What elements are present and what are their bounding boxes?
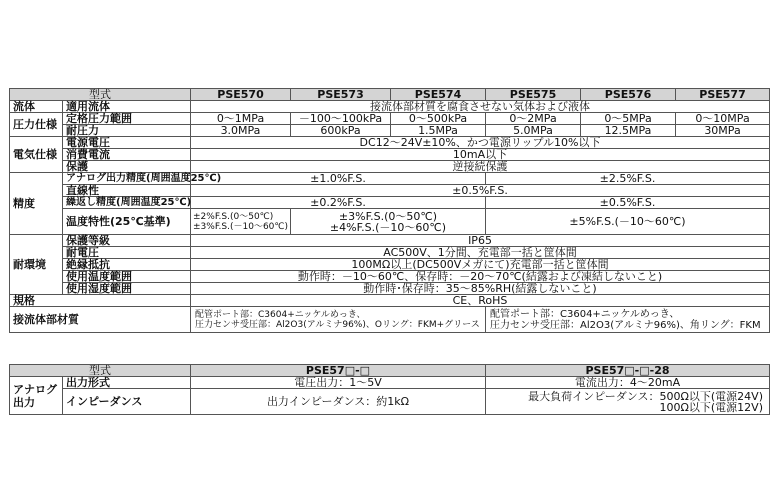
impedance-label: インピーダンス xyxy=(63,389,191,415)
insulation-label: 絶縁抵抗 xyxy=(63,259,191,271)
model-pse577: PSE577 xyxy=(676,89,770,101)
repeatability-label: 繰返し精度(周囲温度25℃) xyxy=(63,197,191,209)
rated-pressure-value: 0～500kPa xyxy=(391,113,486,125)
enclosure-label: 保護等級 xyxy=(63,235,191,247)
operating-temp-value: 動作時：－10～60℃、保存時：－20～70℃(結露および凍結しないこと) xyxy=(191,271,770,283)
operating-temp-label: 使用温度範囲 xyxy=(63,271,191,283)
temp-characteristic-value-3: ±5%F.S.(－10～60℃) xyxy=(486,209,770,235)
applicable-fluid-label: 適用流体 xyxy=(63,101,191,113)
protection-label: 保護 xyxy=(63,161,191,173)
model-pse570: PSE570 xyxy=(191,89,291,101)
proof-pressure-value: 12.5MPa xyxy=(581,125,676,137)
proof-pressure-label: 耐圧力 xyxy=(63,125,191,137)
output-type-value-a: 電圧出力：1～5V xyxy=(191,377,486,389)
voltage-row xyxy=(10,137,770,149)
repeatability-value-b: ±0.5%F.S. xyxy=(486,197,770,209)
analog-header-row xyxy=(10,365,770,377)
linearity-label: 直線性 xyxy=(63,185,191,197)
impedance-b-line1: 最大負荷インピーダンス：500Ω以下(電源24V) xyxy=(528,389,763,403)
temp-characteristic-value-2 xyxy=(291,209,486,235)
enclosure-value: IP65 xyxy=(191,235,770,247)
model-pse576: PSE576 xyxy=(581,89,676,101)
accuracy-group-label: 精度 xyxy=(10,173,63,235)
output-type-row xyxy=(10,377,770,389)
spec-table xyxy=(9,88,770,333)
temp-char-2-line1: ±3%F.S.(0～50℃) xyxy=(338,209,438,223)
fluid-row xyxy=(10,101,770,113)
temp-characteristic-row xyxy=(10,209,770,235)
model-pse574: PSE574 xyxy=(391,89,486,101)
insulation-value: 100MΩ以上(DC500Vメガにて)充電部一括と筐体間 xyxy=(191,259,770,271)
rated-pressure-value: 0～1MPa xyxy=(191,113,291,125)
temp-char-1-line2: ±3%F.S.(－10～60℃) xyxy=(193,221,289,232)
standards-label: 規格 xyxy=(10,295,191,307)
repeatability-row xyxy=(10,197,770,209)
standards-row xyxy=(10,295,770,307)
temp-char-1-line1: ±2%F.S.(0～50℃) xyxy=(193,211,274,222)
supply-voltage-label: 電源電圧 xyxy=(63,137,191,149)
applicable-fluid-value: 接流体部材質を腐食させない気体および液体 xyxy=(191,101,770,113)
rated-pressure-value: 0～10MPa xyxy=(676,113,770,125)
current-row xyxy=(10,149,770,161)
analog-accuracy-value-b: ±2.5%F.S. xyxy=(486,173,770,185)
proof-pressure-value: 5.0MPa xyxy=(486,125,581,137)
electrical-group-label: 電気仕様 xyxy=(10,137,63,173)
temp-char-2-line2: ±4%F.S.(－10～60℃) xyxy=(329,220,447,234)
protection-row xyxy=(10,161,770,173)
operating-temp-row xyxy=(10,271,770,283)
rated-pressure-label: 定格圧力範囲 xyxy=(63,113,191,125)
protection-value: 逆接続保護 xyxy=(191,161,770,173)
linearity-row xyxy=(10,185,770,197)
supply-voltage-value: DC12～24V±10%、かつ電源リップル10%以下 xyxy=(191,137,770,149)
linearity-value: ±0.5%F.S. xyxy=(191,185,770,197)
analog-accuracy-row xyxy=(10,173,770,185)
analog-output-table xyxy=(9,364,770,415)
insulation-row xyxy=(10,259,770,271)
fluid-group-label: 流体 xyxy=(10,101,63,113)
proof-pressure-value: 3.0MPa xyxy=(191,125,291,137)
analog-accuracy-value-a: ±1.0%F.S. xyxy=(191,173,486,185)
withstand-voltage-label: 耐電圧 xyxy=(63,247,191,259)
rated-pressure-row xyxy=(10,113,770,125)
material-row xyxy=(10,307,770,333)
pressure-group-label: 圧力仕様 xyxy=(10,113,63,137)
standards-value: CE、RoHS xyxy=(191,295,770,307)
operating-humidity-label: 使用湿度範囲 xyxy=(63,283,191,295)
analog-model-a: PSE57□-□ xyxy=(191,365,486,377)
model-header-label: 型式 xyxy=(10,89,191,101)
material-a-line2: 圧力センサ受圧部：Al2O3(アルミナ96%)、Oリング：FKM+グリース xyxy=(195,319,480,330)
analog-accuracy-label: アナログ出力精度(周囲温度25℃) xyxy=(63,173,191,185)
material-a-line1: 配管ポート部：C3604+ニッケルめっき、 xyxy=(195,309,366,320)
operating-humidity-value: 動作時･保存時：35～85%RH(結露しないこと) xyxy=(191,283,770,295)
impedance-value-a: 出力インピーダンス：約1kΩ xyxy=(191,389,486,415)
analog-output-group-label: アナログ出力 xyxy=(10,377,63,415)
proof-pressure-value: 1.5MPa xyxy=(391,125,486,137)
output-type-value-b: 電流出力：4～20mA xyxy=(486,377,770,389)
current-consumption-value: 10mA以下 xyxy=(191,149,770,161)
impedance-value-b xyxy=(486,389,770,415)
operating-humidity-row xyxy=(10,283,770,295)
analog-model-header-label: 型式 xyxy=(10,365,191,377)
rated-pressure-value: －100～100kPa xyxy=(291,113,391,125)
wetted-material-value-a xyxy=(191,307,486,333)
proof-pressure-row xyxy=(10,125,770,137)
analog-model-b: PSE57□-□-28 xyxy=(486,365,770,377)
model-pse573: PSE573 xyxy=(291,89,391,101)
temp-characteristic-value-1 xyxy=(191,209,291,235)
current-consumption-label: 消費電流 xyxy=(63,149,191,161)
repeatability-value-a: ±0.2%F.S. xyxy=(191,197,486,209)
rated-pressure-value: 0～2MPa xyxy=(486,113,581,125)
proof-pressure-value: 30MPa xyxy=(676,125,770,137)
rated-pressure-value: 0～5MPa xyxy=(581,113,676,125)
header-row xyxy=(10,89,770,101)
impedance-row xyxy=(10,389,770,415)
material-b-line1: 配管ポート部：C3604+ニッケルめっき、 xyxy=(490,308,680,320)
enclosure-row xyxy=(10,235,770,247)
impedance-b-line2: 100Ω以下(電源12V) xyxy=(659,400,763,414)
proof-pressure-value: 600kPa xyxy=(291,125,391,137)
wetted-material-label: 接流体部材質 xyxy=(10,307,191,333)
temp-characteristic-label: 温度特性(25℃基準) xyxy=(63,209,191,235)
wetted-material-value-b xyxy=(486,307,770,333)
model-pse575: PSE575 xyxy=(486,89,581,101)
withstand-voltage-value: AC500V、1分間、充電部一括と筐体間 xyxy=(191,247,770,259)
withstand-voltage-row xyxy=(10,247,770,259)
environment-group-label: 耐環境 xyxy=(10,235,63,295)
output-type-label: 出力形式 xyxy=(63,377,191,389)
material-b-line2: 圧力センサ受圧部：Al2O3(アルミナ96%)、角リング：FKM xyxy=(490,319,761,331)
